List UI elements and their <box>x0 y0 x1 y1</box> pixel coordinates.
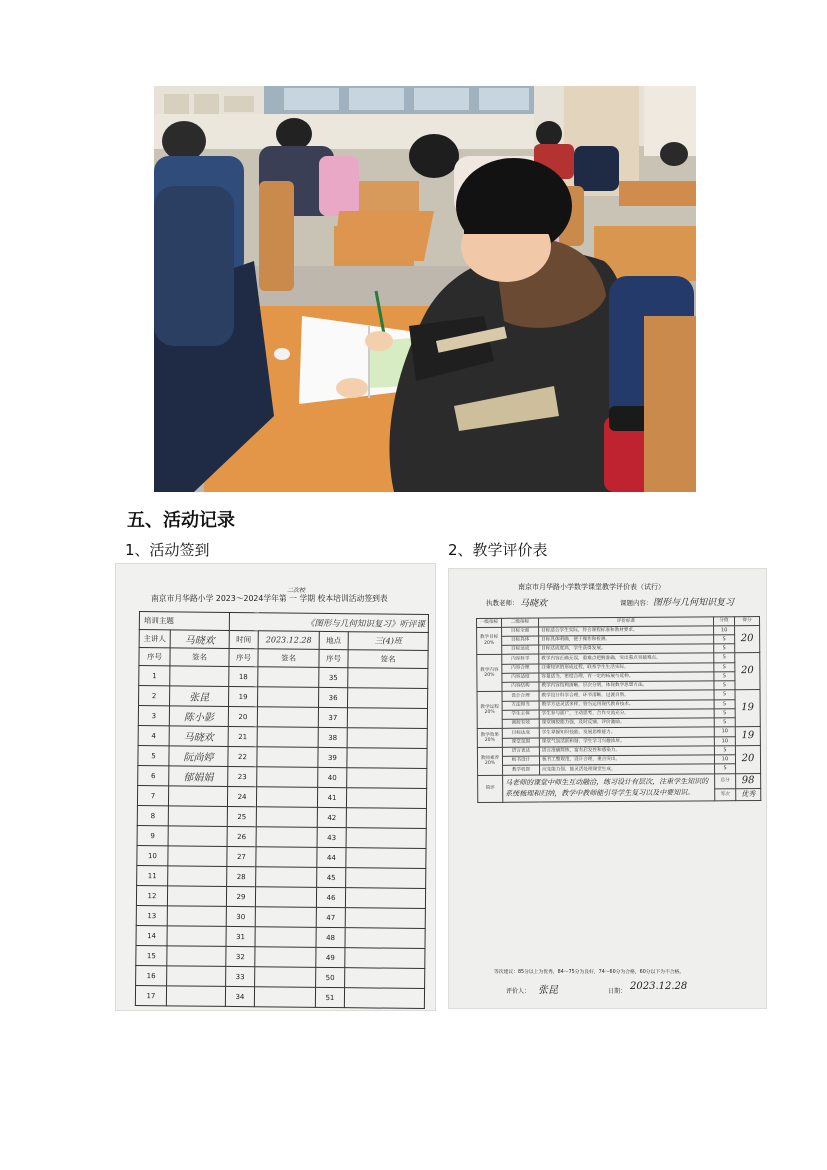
signin-seq: 5 <box>138 745 169 765</box>
signin-signature <box>255 887 316 908</box>
signin-seq: 37 <box>318 707 347 727</box>
signin-signature <box>168 786 227 807</box>
signin-seq: 44 <box>317 847 346 867</box>
signin-seq: 6 <box>138 765 169 785</box>
eval-standard: 学生掌握知识技能，发展思维能力。 <box>539 727 714 737</box>
signin-signature <box>345 908 425 929</box>
eval-standard: 教学设计科学合理，环节清晰，过渡自然。 <box>539 690 714 700</box>
eval-score: 20 <box>735 746 760 774</box>
signin-signature <box>346 828 426 849</box>
signin-signature <box>167 906 226 927</box>
signin-seq: 24 <box>227 786 256 806</box>
eval-subcategory: 语言表达 <box>502 747 539 757</box>
signin-title: 南京市月华路小学 2023～2024学年第 一 学期 校本培训活动签到表 <box>151 594 388 603</box>
signin-seq: 1 <box>139 666 170 686</box>
eval-subcategory: 内容合理 <box>502 664 539 674</box>
eval-score: 19 <box>735 727 760 746</box>
signin-signature <box>168 826 227 847</box>
signin-seq: 45 <box>317 867 346 887</box>
signin-signature <box>347 728 427 749</box>
eval-subcategory: 板书设计 <box>502 756 539 766</box>
eval-score: 19 <box>735 690 760 727</box>
signin-signature <box>256 827 317 848</box>
col-seq-3: 序号 <box>319 649 348 667</box>
evaluation-subtitle: 2、教学评价表 <box>448 541 548 559</box>
topic-value: 图形与几何知识复习 <box>653 598 735 608</box>
eval-category: 教学效果 20% <box>477 729 502 748</box>
signin-signature <box>257 707 318 728</box>
eval-subcategory: 目标全面 <box>502 627 539 637</box>
eval-score: 20 <box>735 625 760 653</box>
signin-seq: 35 <box>319 667 348 687</box>
place-label: 地点 <box>319 631 348 649</box>
signin-signature <box>347 748 427 769</box>
signin-signature <box>167 946 226 967</box>
eval-standard: 目标达成度高，学生获得发展。 <box>539 644 714 654</box>
signin-seq: 34 <box>225 986 254 1006</box>
signin-signature <box>255 927 316 948</box>
signin-seq: 7 <box>137 785 168 805</box>
eval-points: 10 <box>714 736 735 745</box>
signin-signature <box>254 987 315 1008</box>
classroom-photo <box>154 86 696 492</box>
signin-seq: 25 <box>227 806 256 826</box>
signin-signature <box>347 708 427 729</box>
eval-standard: 课堂调控能力强，及时反馈，评价激励。 <box>539 718 714 728</box>
signin-signature <box>346 788 426 809</box>
signin-signature <box>168 846 227 867</box>
signin-signature <box>168 866 227 887</box>
evaluation-table <box>476 616 761 803</box>
signin-seq: 28 <box>227 866 256 886</box>
signin-signature <box>347 768 427 789</box>
eval-points: 5 <box>715 764 736 773</box>
eval-points: 5 <box>714 690 735 699</box>
eval-title: 南京市月华路小学数学课堂教学评价表（试行） <box>518 583 665 591</box>
theme-label: 培训主题 <box>139 612 229 631</box>
signin-signature <box>346 848 426 869</box>
eval-subcategory: 内容科学 <box>502 655 539 665</box>
signin-signature <box>167 966 226 987</box>
signin-signature <box>255 967 316 988</box>
eval-subcategory: 目标达成 <box>502 645 539 655</box>
evaluation-rows <box>477 625 761 775</box>
total-value: 98 <box>736 773 761 789</box>
eval-standard: 教学内容结构清晰，层次分明，体现数学思想方法。 <box>539 681 714 691</box>
signin-signature <box>258 667 319 688</box>
eval-subcategory: 方法得当 <box>502 701 539 711</box>
eval-standard: 目标适合学生实际，符合课程标准和教材要求。 <box>539 626 714 636</box>
eval-points: 5 <box>714 672 735 681</box>
signin-note: 二次校 <box>287 587 306 594</box>
signin-subtitle: 1、活动签到 <box>125 541 210 559</box>
signin-seq: 17 <box>135 985 166 1005</box>
eval-head-1: 二级指标 <box>502 618 539 627</box>
eval-standard: 课堂气氛活跃和谐，学生学习兴趣浓厚。 <box>539 737 714 747</box>
signin-seq: 2 <box>139 686 170 706</box>
eval-subcategory: 调控有效 <box>502 719 539 729</box>
signin-signature: 陈小影 <box>169 706 228 727</box>
signin-signature <box>256 807 317 828</box>
signin-seq: 48 <box>316 927 345 947</box>
signin-signature <box>346 808 426 829</box>
signin-seq: 20 <box>228 706 257 726</box>
eval-points: 5 <box>714 718 735 727</box>
signin-signature <box>168 806 227 827</box>
eval-score: 20 <box>735 653 760 690</box>
eval-category: 教学目标 20% <box>477 627 502 655</box>
eval-standard: 语言准确简练，富有启发性和感染力。 <box>539 746 714 756</box>
host-label: 主讲人 <box>139 630 170 648</box>
eval-head-3: 分值 <box>713 617 734 626</box>
signin-signature <box>258 687 319 708</box>
signin-seq: 19 <box>229 686 258 706</box>
eval-points: 5 <box>714 662 735 671</box>
eval-standard: 学生参与面广，主动思考，合作交流充分。 <box>539 709 714 719</box>
col-seq-2: 序号 <box>229 648 258 666</box>
signin-seq: 27 <box>227 846 256 866</box>
eval-points: 5 <box>714 653 735 662</box>
eval-subcategory: 目标达成 <box>502 729 539 739</box>
eval-subcategory: 教学机智 <box>503 766 540 776</box>
eval-head-4: 得分 <box>734 617 759 626</box>
signin-seq: 21 <box>228 726 257 746</box>
signin-seq: 23 <box>228 766 257 786</box>
eval-points: 10 <box>714 755 735 764</box>
signin-seq: 32 <box>226 946 255 966</box>
date-value: 2023.12.28 <box>630 981 688 992</box>
signin-signature <box>346 868 426 889</box>
signin-signature <box>257 767 318 788</box>
signin-signature <box>348 668 428 689</box>
signin-signature <box>347 688 427 709</box>
time-label: 时间 <box>229 630 258 648</box>
signin-seq: 11 <box>137 865 168 885</box>
signin-seq: 42 <box>317 807 346 827</box>
total-label: 总分 <box>715 773 736 789</box>
signin-seq: 26 <box>227 826 256 846</box>
topic-label: 课题内容： <box>620 599 653 607</box>
col-sign-2: 签名 <box>258 649 319 668</box>
signin-seq: 30 <box>226 906 255 926</box>
eval-points: 5 <box>714 709 735 718</box>
eval-standard: 教学方法灵活多样，恰当运用现代教育技术。 <box>539 700 714 710</box>
host-value: 马晓欢 <box>170 630 229 649</box>
signin-rows <box>135 666 428 1009</box>
signin-signature: 张昆 <box>170 686 229 707</box>
signin-seq: 13 <box>136 905 167 925</box>
comment-label: 简评 <box>478 775 503 802</box>
eval-standard: 容量适当，密度合理，有一定的拓展与延伸。 <box>539 672 714 682</box>
signin-signature <box>345 928 425 949</box>
signin-table <box>135 611 429 1009</box>
signin-seq: 4 <box>138 725 169 745</box>
signin-seq: 51 <box>315 987 344 1007</box>
eval-head-0: 一级指标 <box>477 618 502 627</box>
signin-seq: 41 <box>317 787 346 807</box>
signin-signature <box>256 867 317 888</box>
eval-subcategory: 目标具体 <box>502 636 539 646</box>
eval-category: 教学过程 20% <box>477 692 502 729</box>
signin-signature <box>256 787 317 808</box>
signin-seq: 15 <box>136 945 167 965</box>
eval-subcategory: 内容适度 <box>502 673 539 683</box>
eval-head-2: 评价标准 <box>539 617 714 627</box>
signin-signature <box>255 947 316 968</box>
teacher-label: 执教老师： <box>486 599 519 607</box>
eval-footer-rule: 等次建议：85分以上为优秀，84～75分为良好，74～60分为合格，60分以下为不合格。 <box>494 970 685 975</box>
signin-signature <box>345 948 425 969</box>
col-sign-1: 签名 <box>170 648 229 667</box>
col-sign-3: 签名 <box>348 650 428 669</box>
signin-seq: 49 <box>316 947 345 967</box>
signin-signature <box>345 888 425 909</box>
signin-seq: 31 <box>226 926 255 946</box>
eval-subcategory: 学生主体 <box>502 710 539 720</box>
signin-signature <box>257 747 318 768</box>
signin-seq: 33 <box>226 966 255 986</box>
signin-seq: 12 <box>136 885 167 905</box>
section-title: 五、活动记录 <box>127 510 235 531</box>
signin-seq: 38 <box>318 727 347 747</box>
date-label: 日期： <box>608 988 627 995</box>
eval-points: 5 <box>714 681 735 690</box>
evaluator-value: 张昆 <box>538 985 558 996</box>
comment-text: 马老师的课堂中师生互动融洽，练习设计有层次，注重学生知识的系统梳理和归纳，教学中教师能引导学生复习以及中要知识。 <box>503 774 715 803</box>
grade-label: 等次 <box>715 789 736 801</box>
signin-seq: 36 <box>319 687 348 707</box>
eval-points: 5 <box>714 635 735 644</box>
signin-seq: 29 <box>226 886 255 906</box>
signin-signature <box>166 986 225 1007</box>
signin-seq: 43 <box>317 827 346 847</box>
col-seq-1: 序号 <box>139 648 170 666</box>
eval-subcategory: 课堂氛围 <box>502 738 539 748</box>
eval-subcategory: 内容结构 <box>502 682 539 692</box>
signin-signature <box>170 666 229 687</box>
time-value: 2023.12.28 <box>258 631 319 650</box>
eval-points: 10 <box>714 727 735 736</box>
signin-seq: 10 <box>137 845 168 865</box>
eval-category: 教师素养 20% <box>477 747 502 775</box>
evaluation-sheet-scan <box>448 568 767 1009</box>
signin-seq: 3 <box>138 706 169 726</box>
signin-seq: 40 <box>318 767 347 787</box>
signin-seq: 46 <box>316 887 345 907</box>
signin-seq: 22 <box>228 746 257 766</box>
signin-seq: 16 <box>136 965 167 985</box>
evaluator-label: 评价人： <box>506 988 531 995</box>
eval-standard: 目标具体明确，便于操作和检测。 <box>539 635 714 645</box>
teacher-value: 马晓欢 <box>520 599 548 609</box>
eval-points: 5 <box>714 644 735 653</box>
signin-seq: 18 <box>229 666 258 686</box>
eval-points: 5 <box>714 746 735 755</box>
place-value: 三(4)班 <box>348 632 428 651</box>
signin-sheet-scan <box>115 563 436 1011</box>
signin-signature: 阮尚婷 <box>169 746 228 767</box>
signin-seq: 50 <box>316 967 345 987</box>
eval-standard: 板书工整规范，设计合理，重点突出。 <box>539 755 714 765</box>
signin-signature <box>255 907 316 928</box>
signin-signature <box>344 988 424 1009</box>
theme-value: 《图形与几何知识复习》听评课 <box>229 612 428 632</box>
signin-signature <box>167 926 226 947</box>
eval-standard: 应变能力强，能灵活处理课堂生成。 <box>540 764 715 774</box>
eval-subcategory: 设计合理 <box>502 692 539 702</box>
eval-points: 5 <box>714 699 735 708</box>
signin-seq: 47 <box>316 907 345 927</box>
signin-seq: 9 <box>137 825 168 845</box>
signin-signature <box>257 727 318 748</box>
signin-signature <box>256 847 317 868</box>
eval-points: 10 <box>714 625 735 634</box>
signin-signature <box>345 968 425 989</box>
signin-row <box>135 985 424 1008</box>
signin-seq: 8 <box>137 805 168 825</box>
eval-category: 教学内容 20% <box>477 655 502 692</box>
signin-signature: 马晓欢 <box>169 726 228 747</box>
eval-standard: 注重知识的形成过程，联系学生生活实际。 <box>539 663 714 673</box>
grade-value: 优秀 <box>736 789 761 801</box>
signin-signature <box>167 886 226 907</box>
signin-seq: 14 <box>136 925 167 945</box>
signin-signature: 郁娟娟 <box>169 766 228 787</box>
eval-standard: 教学内容正确无误，重难点把握准确，突出重点突破难点。 <box>539 653 714 663</box>
signin-seq: 39 <box>318 747 347 767</box>
